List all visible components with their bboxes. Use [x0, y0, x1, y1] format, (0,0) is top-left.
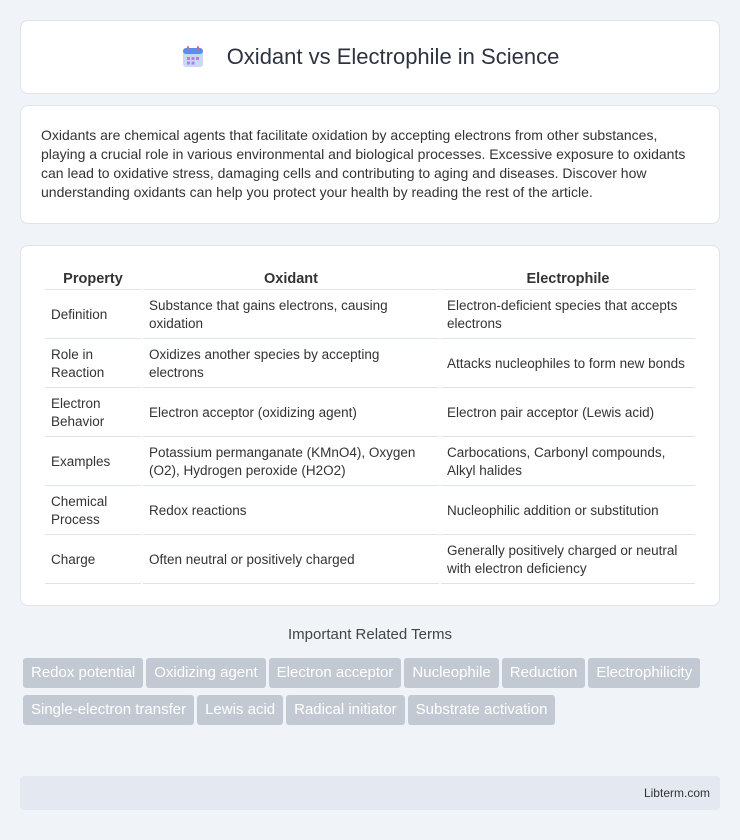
- tag-radical-initiator[interactable]: Radical initiator: [286, 695, 405, 725]
- header-electrophile: Electrophile: [441, 268, 695, 290]
- page-title: Oxidant vs Electrophile in Science: [226, 44, 560, 69]
- tag-nucleophile[interactable]: Nucleophile: [404, 658, 498, 688]
- table-row: [45, 488, 695, 535]
- row-electrophile: Nucleophilic addition or substitution: [441, 488, 695, 535]
- row-electrophile: Electron-deficient species that accepts electrons: [441, 292, 695, 339]
- table-row: [45, 292, 695, 339]
- table-row: [45, 341, 695, 388]
- tag-single-electron-transfer[interactable]: Single-electron transfer: [23, 695, 194, 725]
- tag-oxidizing-agent[interactable]: Oxidizing agent: [146, 658, 265, 688]
- footer: [20, 776, 720, 810]
- header-property: Property: [45, 268, 141, 290]
- table-row: [45, 439, 695, 486]
- calendar-icon: [181, 45, 205, 69]
- intro-card: [20, 105, 720, 224]
- related-terms-title: Important Related Terms: [288, 626, 452, 643]
- tag-electrophilicity[interactable]: Electrophilicity: [588, 658, 700, 688]
- comparison-table: [43, 266, 697, 586]
- tag-lewis-acid[interactable]: Lewis acid: [197, 695, 283, 725]
- row-oxidant: Electron acceptor (oxidizing agent): [143, 390, 439, 437]
- row-property: Examples: [45, 439, 141, 486]
- table-header-row: [45, 268, 695, 290]
- tag-electron-acceptor[interactable]: Electron acceptor: [269, 658, 402, 688]
- row-property: Chemical Process: [45, 488, 141, 535]
- row-oxidant: Potassium permanganate (KMnO4), Oxygen (O2), Hydrogen peroxide (H2O2): [143, 439, 439, 486]
- footer-link[interactable]: Libterm.com: [643, 786, 710, 800]
- row-property: Definition: [45, 292, 141, 339]
- intro-text: Oxidants are chemical agents that facilitate oxidation by accepting electrons from other substances, playing a crucial role in various environmental and biological processes. Excessive exposure to oxidants can lead to oxidative stress, damaging cells and contributing to aging and diseases. Discover how understanding oxidants can help you protect your health by reading the rest of the article.: [41, 127, 686, 200]
- header-card: [20, 20, 720, 94]
- row-electrophile: Attacks nucleophiles to form new bonds: [441, 341, 695, 388]
- tag-substrate-activation[interactable]: Substrate activation: [408, 695, 556, 725]
- header-oxidant: Oxidant: [143, 268, 439, 290]
- row-oxidant: Often neutral or positively charged: [143, 537, 439, 584]
- table-row: [45, 390, 695, 437]
- row-property: Charge: [45, 537, 141, 584]
- row-property: Electron Behavior: [45, 390, 141, 437]
- row-electrophile: Generally positively charged or neutral with electron deficiency: [441, 537, 695, 584]
- tag-redox-potential[interactable]: Redox potential: [23, 658, 143, 688]
- row-oxidant: Oxidizes another species by accepting electrons: [143, 341, 439, 388]
- row-property: Role in Reaction: [45, 341, 141, 388]
- comparison-table-card: [20, 245, 720, 606]
- related-terms-list: [23, 658, 723, 732]
- row-oxidant: Redox reactions: [143, 488, 439, 535]
- tag-reduction[interactable]: Reduction: [502, 658, 586, 688]
- row-oxidant: Substance that gains electrons, causing oxidation: [143, 292, 439, 339]
- row-electrophile: Electron pair acceptor (Lewis acid): [441, 390, 695, 437]
- table-row: [45, 537, 695, 584]
- row-electrophile: Carbocations, Carbonyl compounds, Alkyl halides: [441, 439, 695, 486]
